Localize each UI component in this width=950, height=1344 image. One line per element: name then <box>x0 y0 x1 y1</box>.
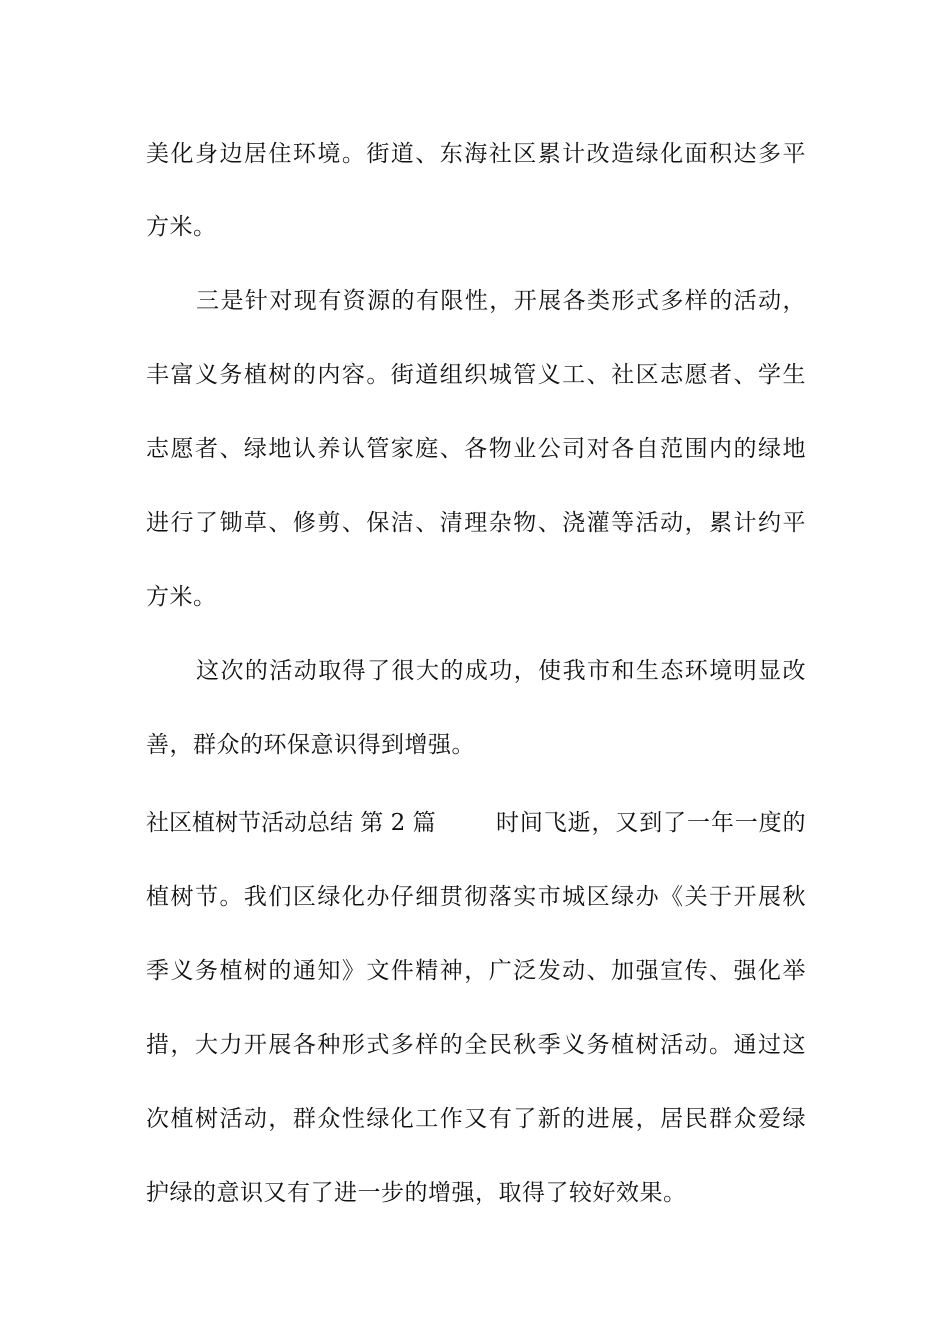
section2-line-6: 护绿的意识又有了进一步的增强，取得了较好效果。 <box>146 1180 687 1206</box>
p1-line-1: 美化身边居住环境。街道、东海社区累计改造绿化面积达多平 <box>146 141 806 167</box>
section-heading: 社区植树节活动总结 第 2 篇 <box>146 810 436 836</box>
p3-line-1: 这次的活动取得了很大的成功，使我市和生态环境明显改 <box>196 658 806 684</box>
p1-line-2: 方米。 <box>146 214 217 240</box>
p3-line-2: 善，群众的环保意识得到增强。 <box>146 732 475 758</box>
p2-line-4: 进行了锄草、修剪、保洁、清理杂物、浇灌等活动，累计约平 <box>146 510 806 536</box>
section2-line-1-cont: 时间飞逝，又到了一年一度的 <box>496 810 806 836</box>
section2-line-3: 季义务植树的通知》文件精神，广泛发动、加强宣传、强化举 <box>146 958 806 984</box>
p2-line-2: 丰富义务植树的内容。街道组织城管义工、社区志愿者、学生 <box>146 362 806 388</box>
p2-line-1: 三是针对现有资源的有限性，开展各类形式多样的活动， <box>196 288 806 314</box>
p2-line-3: 志愿者、绿地认养认管家庭、各物业公司对各自范围内的绿地 <box>146 436 806 462</box>
section2-line-4: 措，大力开展各种形式多样的全民秋季义务植树活动。通过这 <box>146 1032 806 1058</box>
section2-line-2: 植树节。我们区绿化办仔细贯彻落实市城区绿办《关于开展秋 <box>146 884 806 910</box>
section2-line-5: 次植树活动，群众性绿化工作又有了新的进展，居民群众爱绿 <box>146 1106 806 1132</box>
p2-line-5: 方米。 <box>146 584 217 610</box>
